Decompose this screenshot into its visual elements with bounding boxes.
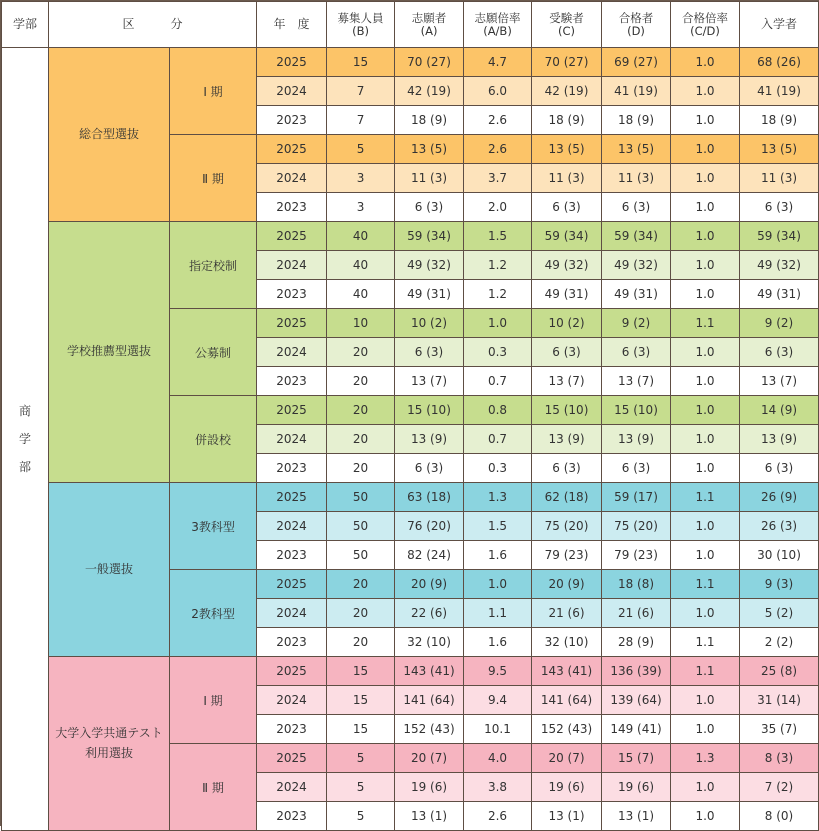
app-ratio-cell: 0.7 [464, 367, 532, 396]
app-ratio-cell: 9.5 [464, 657, 532, 686]
enrolled-cell: 6 (3) [740, 193, 819, 222]
enrolled-cell: 9 (3) [740, 570, 819, 599]
pass-ratio-cell: 1.0 [671, 686, 740, 715]
header-year: 年 度 [257, 2, 327, 48]
enrolled-cell: 2 (2) [740, 628, 819, 657]
app-ratio-cell: 2.6 [464, 802, 532, 831]
passers-cell: 13 (5) [602, 135, 671, 164]
pass-ratio-cell: 1.0 [671, 773, 740, 802]
app-ratio-cell: 0.7 [464, 425, 532, 454]
subcategory-label: 指定校制 [170, 222, 257, 309]
passers-cell: 136 (39) [602, 657, 671, 686]
year-cell: 2023 [257, 367, 327, 396]
enrolled-cell: 31 (14) [740, 686, 819, 715]
pass-ratio-cell: 1.0 [671, 193, 740, 222]
applicants-cell: 6 (3) [395, 338, 464, 367]
pass-ratio-cell: 1.0 [671, 222, 740, 251]
table-row [2, 657, 819, 686]
examinees-cell: 13 (9) [532, 425, 602, 454]
passers-cell: 79 (23) [602, 541, 671, 570]
year-cell: 2025 [257, 135, 327, 164]
pass-ratio-cell: 1.1 [671, 628, 740, 657]
admission-stats-table [1, 1, 819, 831]
passers-cell: 13 (1) [602, 802, 671, 831]
enrolled-cell: 41 (19) [740, 77, 819, 106]
pass-ratio-cell: 1.0 [671, 164, 740, 193]
enrolled-cell: 35 (7) [740, 715, 819, 744]
examinees-cell: 18 (9) [532, 106, 602, 135]
category-cell [49, 222, 170, 483]
examinees-cell: 42 (19) [532, 77, 602, 106]
faculty-char: 部 [18, 460, 31, 474]
examinees-cell: 141 (64) [532, 686, 602, 715]
examinees-cell: 6 (3) [532, 454, 602, 483]
header-examinees-code: (C) [558, 23, 576, 38]
header-applicants-code: (A) [420, 23, 438, 38]
quota-cell: 40 [327, 222, 395, 251]
app-ratio-cell: 2.6 [464, 106, 532, 135]
passers-cell: 18 (9) [602, 106, 671, 135]
pass-ratio-cell: 1.0 [671, 77, 740, 106]
examinees-cell: 49 (32) [532, 251, 602, 280]
quota-cell: 40 [327, 251, 395, 280]
applicants-cell: 63 (18) [395, 483, 464, 512]
enrolled-cell: 25 (8) [740, 657, 819, 686]
app-ratio-cell: 1.2 [464, 280, 532, 309]
passers-cell: 15 (10) [602, 396, 671, 425]
applicants-cell: 6 (3) [395, 454, 464, 483]
header-applicants-label: 志願者 [411, 10, 447, 25]
quota-cell: 3 [327, 164, 395, 193]
passers-cell: 41 (19) [602, 77, 671, 106]
examinees-cell: 21 (6) [532, 599, 602, 628]
examinees-cell: 79 (23) [532, 541, 602, 570]
pass-ratio-cell: 1.0 [671, 48, 740, 77]
table-body [2, 48, 819, 831]
passers-cell: 59 (17) [602, 483, 671, 512]
year-cell: 2023 [257, 802, 327, 831]
examinees-cell: 11 (3) [532, 164, 602, 193]
year-cell: 2024 [257, 512, 327, 541]
examinees-cell: 13 (7) [532, 367, 602, 396]
examinees-cell: 13 (5) [532, 135, 602, 164]
enrolled-cell: 14 (9) [740, 396, 819, 425]
passers-cell: 6 (3) [602, 454, 671, 483]
header-faculty: 学部 [2, 2, 49, 48]
applicants-cell: 13 (7) [395, 367, 464, 396]
quota-cell: 20 [327, 454, 395, 483]
year-cell: 2025 [257, 48, 327, 77]
quota-cell: 50 [327, 512, 395, 541]
year-cell: 2024 [257, 425, 327, 454]
category-label: 総合型選抜 [78, 126, 139, 141]
app-ratio-cell: 9.4 [464, 686, 532, 715]
pass-ratio-cell: 1.0 [671, 425, 740, 454]
applicants-cell: 42 (19) [395, 77, 464, 106]
year-cell: 2024 [257, 686, 327, 715]
applicants-cell: 32 (10) [395, 628, 464, 657]
applicants-cell: 19 (6) [395, 773, 464, 802]
header-app-ratio-label: 志願倍率 [474, 10, 521, 25]
enrolled-cell: 8 (3) [740, 744, 819, 773]
applicants-cell: 10 (2) [395, 309, 464, 338]
header-app-ratio [464, 2, 532, 48]
pass-ratio-cell: 1.0 [671, 251, 740, 280]
quota-cell: 5 [327, 773, 395, 802]
pass-ratio-cell: 1.0 [671, 715, 740, 744]
passers-cell: 6 (3) [602, 338, 671, 367]
enrolled-cell: 30 (10) [740, 541, 819, 570]
pass-ratio-cell: 1.1 [671, 483, 740, 512]
app-ratio-cell: 4.0 [464, 744, 532, 773]
pass-ratio-cell: 1.0 [671, 135, 740, 164]
faculty-char: 学 [18, 432, 31, 446]
app-ratio-cell: 2.0 [464, 193, 532, 222]
header-passers-code: (D) [627, 23, 645, 38]
enrolled-cell: 13 (5) [740, 135, 819, 164]
category-label: 学校推薦型選抜 [66, 344, 151, 359]
enrolled-cell: 8 (0) [740, 802, 819, 831]
category-cell [49, 48, 170, 222]
app-ratio-cell: 3.7 [464, 164, 532, 193]
header-pass-ratio [671, 2, 740, 48]
examinees-cell: 62 (18) [532, 483, 602, 512]
pass-ratio-cell: 1.0 [671, 512, 740, 541]
app-ratio-cell: 1.0 [464, 309, 532, 338]
category-label: 一般選抜 [84, 561, 133, 576]
pass-ratio-cell: 1.1 [671, 309, 740, 338]
passers-cell: 28 (9) [602, 628, 671, 657]
examinees-cell: 19 (6) [532, 773, 602, 802]
app-ratio-cell: 4.7 [464, 48, 532, 77]
year-cell: 2025 [257, 396, 327, 425]
enrolled-cell: 6 (3) [740, 338, 819, 367]
quota-cell: 50 [327, 541, 395, 570]
pass-ratio-cell: 1.0 [671, 599, 740, 628]
enrolled-cell: 49 (31) [740, 280, 819, 309]
table-row [2, 222, 819, 251]
passers-cell: 21 (6) [602, 599, 671, 628]
header-quota [327, 2, 395, 48]
applicants-cell: 11 (3) [395, 164, 464, 193]
header-passers-label: 合格者 [618, 10, 654, 25]
passers-cell: 149 (41) [602, 715, 671, 744]
examinees-cell: 6 (3) [532, 193, 602, 222]
passers-cell: 13 (7) [602, 367, 671, 396]
passers-cell: 19 (6) [602, 773, 671, 802]
passers-cell: 49 (32) [602, 251, 671, 280]
pass-ratio-cell: 1.1 [671, 570, 740, 599]
applicants-cell: 20 (7) [395, 744, 464, 773]
year-cell: 2024 [257, 251, 327, 280]
table-row [2, 48, 819, 77]
pass-ratio-cell: 1.0 [671, 454, 740, 483]
year-cell: 2024 [257, 164, 327, 193]
year-cell: 2025 [257, 657, 327, 686]
app-ratio-cell: 2.6 [464, 135, 532, 164]
examinees-cell: 32 (10) [532, 628, 602, 657]
year-cell: 2023 [257, 628, 327, 657]
enrolled-cell: 26 (9) [740, 483, 819, 512]
faculty-cell [2, 48, 49, 831]
pass-ratio-cell: 1.0 [671, 338, 740, 367]
enrolled-cell: 68 (26) [740, 48, 819, 77]
pass-ratio-cell: 1.3 [671, 744, 740, 773]
app-ratio-cell: 1.2 [464, 251, 532, 280]
examinees-cell: 143 (41) [532, 657, 602, 686]
applicants-cell: 13 (1) [395, 802, 464, 831]
pass-ratio-cell: 1.0 [671, 541, 740, 570]
quota-cell: 20 [327, 425, 395, 454]
enrolled-cell: 49 (32) [740, 251, 819, 280]
applicants-cell: 15 (10) [395, 396, 464, 425]
year-cell: 2025 [257, 570, 327, 599]
applicants-cell: 13 (5) [395, 135, 464, 164]
applicants-cell: 82 (24) [395, 541, 464, 570]
applicants-cell: 49 (32) [395, 251, 464, 280]
app-ratio-cell: 1.5 [464, 222, 532, 251]
quota-cell: 7 [327, 106, 395, 135]
examinees-cell: 6 (3) [532, 338, 602, 367]
year-cell: 2025 [257, 483, 327, 512]
year-cell: 2025 [257, 744, 327, 773]
applicants-cell: 143 (41) [395, 657, 464, 686]
examinees-cell: 20 (9) [532, 570, 602, 599]
enrolled-cell: 5 (2) [740, 599, 819, 628]
applicants-cell: 13 (9) [395, 425, 464, 454]
examinees-cell: 75 (20) [532, 512, 602, 541]
subcategory-label: Ⅰ 期 [170, 657, 257, 744]
table-row [2, 483, 819, 512]
year-cell: 2024 [257, 599, 327, 628]
quota-cell: 7 [327, 77, 395, 106]
quota-cell: 20 [327, 396, 395, 425]
passers-cell: 59 (34) [602, 222, 671, 251]
enrolled-cell: 26 (3) [740, 512, 819, 541]
enrolled-cell: 59 (34) [740, 222, 819, 251]
year-cell: 2024 [257, 773, 327, 802]
app-ratio-cell: 1.1 [464, 599, 532, 628]
passers-cell: 13 (9) [602, 425, 671, 454]
applicants-cell: 59 (34) [395, 222, 464, 251]
app-ratio-cell: 1.0 [464, 570, 532, 599]
app-ratio-cell: 0.8 [464, 396, 532, 425]
header-division: 区 分 [49, 2, 257, 48]
pass-ratio-cell: 1.0 [671, 367, 740, 396]
quota-cell: 20 [327, 599, 395, 628]
subcategory-label: Ⅱ 期 [170, 135, 257, 222]
table-header [2, 2, 819, 48]
app-ratio-cell: 1.3 [464, 483, 532, 512]
quota-cell: 15 [327, 48, 395, 77]
quota-cell: 20 [327, 570, 395, 599]
quota-cell: 5 [327, 744, 395, 773]
passers-cell: 6 (3) [602, 193, 671, 222]
faculty-char: 商 [18, 404, 31, 418]
enrolled-cell: 13 (7) [740, 367, 819, 396]
year-cell: 2025 [257, 222, 327, 251]
quota-cell: 20 [327, 628, 395, 657]
header-examinees [532, 2, 602, 48]
passers-cell: 49 (31) [602, 280, 671, 309]
header-quota-label: 募集人員 [337, 10, 384, 25]
app-ratio-cell: 1.5 [464, 512, 532, 541]
enrolled-cell: 6 (3) [740, 454, 819, 483]
quota-cell: 40 [327, 280, 395, 309]
header-applicants [395, 2, 464, 48]
pass-ratio-cell: 1.1 [671, 657, 740, 686]
subcategory-label: 2教科型 [170, 570, 257, 657]
subcategory-label: 併設校 [170, 396, 257, 483]
quota-cell: 20 [327, 367, 395, 396]
applicants-cell: 141 (64) [395, 686, 464, 715]
examinees-cell: 15 (10) [532, 396, 602, 425]
app-ratio-cell: 6.0 [464, 77, 532, 106]
quota-cell: 3 [327, 193, 395, 222]
category-cell [49, 657, 170, 831]
passers-cell: 11 (3) [602, 164, 671, 193]
passers-cell: 18 (8) [602, 570, 671, 599]
quota-cell: 15 [327, 686, 395, 715]
quota-cell: 50 [327, 483, 395, 512]
app-ratio-cell: 0.3 [464, 454, 532, 483]
year-cell: 2024 [257, 338, 327, 367]
pass-ratio-cell: 1.0 [671, 396, 740, 425]
examinees-cell: 10 (2) [532, 309, 602, 338]
passers-cell: 75 (20) [602, 512, 671, 541]
pass-ratio-cell: 1.0 [671, 280, 740, 309]
header-enrolled: 入学者 [740, 2, 819, 48]
quota-cell: 15 [327, 657, 395, 686]
examinees-cell: 20 (7) [532, 744, 602, 773]
app-ratio-cell: 0.3 [464, 338, 532, 367]
enrolled-cell: 7 (2) [740, 773, 819, 802]
applicants-cell: 22 (6) [395, 599, 464, 628]
passers-cell: 15 (7) [602, 744, 671, 773]
subcategory-label: 3教科型 [170, 483, 257, 570]
subcategory-label: 公募制 [170, 309, 257, 396]
app-ratio-cell: 10.1 [464, 715, 532, 744]
year-cell: 2023 [257, 541, 327, 570]
header-app-ratio-code: (A/B) [483, 23, 512, 38]
year-cell: 2024 [257, 77, 327, 106]
app-ratio-cell: 3.8 [464, 773, 532, 802]
header-row [2, 2, 819, 48]
examinees-cell: 152 (43) [532, 715, 602, 744]
passers-cell: 69 (27) [602, 48, 671, 77]
header-quota-code: (B) [352, 23, 369, 38]
year-cell: 2025 [257, 309, 327, 338]
examinees-cell: 49 (31) [532, 280, 602, 309]
app-ratio-cell: 1.6 [464, 541, 532, 570]
quota-cell: 10 [327, 309, 395, 338]
pass-ratio-cell: 1.0 [671, 106, 740, 135]
quota-cell: 20 [327, 338, 395, 367]
examinees-cell: 59 (34) [532, 222, 602, 251]
header-passers [602, 2, 671, 48]
applicants-cell: 6 (3) [395, 193, 464, 222]
app-ratio-cell: 1.6 [464, 628, 532, 657]
enrolled-cell: 18 (9) [740, 106, 819, 135]
passers-cell: 9 (2) [602, 309, 671, 338]
quota-cell: 5 [327, 802, 395, 831]
enrolled-cell: 11 (3) [740, 164, 819, 193]
header-pass-ratio-label: 合格倍率 [682, 10, 729, 25]
subcategory-label: Ⅱ 期 [170, 744, 257, 831]
category-cell [49, 483, 170, 657]
examinees-cell: 13 (1) [532, 802, 602, 831]
applicants-cell: 20 (9) [395, 570, 464, 599]
quota-cell: 5 [327, 135, 395, 164]
subcategory-label: Ⅰ 期 [170, 48, 257, 135]
applicants-cell: 49 (31) [395, 280, 464, 309]
enrolled-cell: 13 (9) [740, 425, 819, 454]
quota-cell: 15 [327, 715, 395, 744]
examinees-cell: 70 (27) [532, 48, 602, 77]
passers-cell: 139 (64) [602, 686, 671, 715]
year-cell: 2023 [257, 715, 327, 744]
applicants-cell: 152 (43) [395, 715, 464, 744]
year-cell: 2023 [257, 280, 327, 309]
year-cell: 2023 [257, 193, 327, 222]
applicants-cell: 70 (27) [395, 48, 464, 77]
applicants-cell: 18 (9) [395, 106, 464, 135]
category-label: 利用選抜 [84, 745, 133, 760]
header-pass-ratio-code: (C/D) [690, 23, 720, 38]
year-cell: 2023 [257, 454, 327, 483]
applicants-cell: 76 (20) [395, 512, 464, 541]
pass-ratio-cell: 1.0 [671, 802, 740, 831]
header-examinees-label: 受験者 [549, 10, 584, 25]
enrolled-cell: 9 (2) [740, 309, 819, 338]
year-cell: 2023 [257, 106, 327, 135]
category-label: 大学入学共通テスト [55, 726, 163, 741]
